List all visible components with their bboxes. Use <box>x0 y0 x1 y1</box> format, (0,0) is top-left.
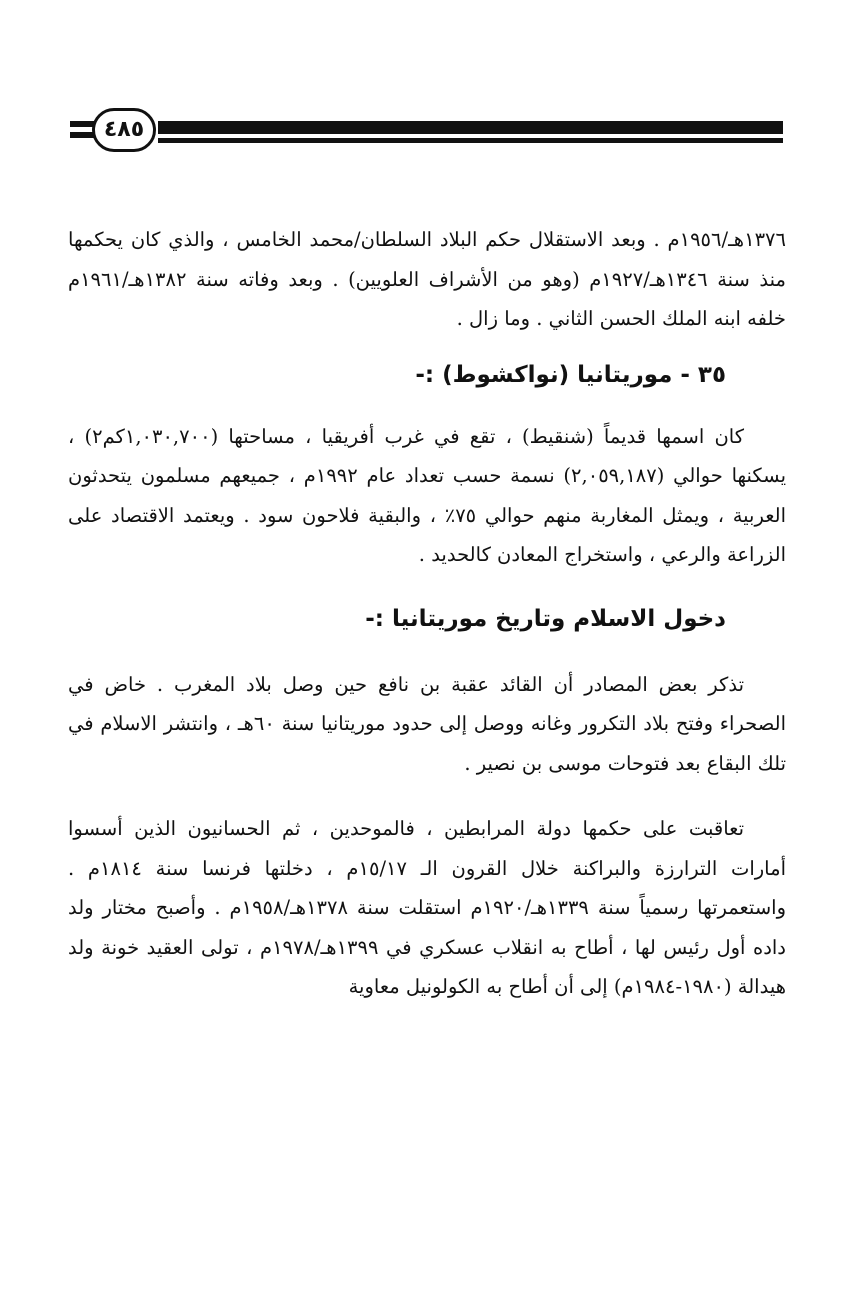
header-rule-thick <box>158 121 783 134</box>
header-rule-thin <box>158 138 783 143</box>
section-heading-islam: دخول الاسلام وتاريخ موريتانيا :- <box>365 605 726 632</box>
page-body <box>68 220 786 1007</box>
intro-paragraph: ١٣٧٦هـ/١٩٥٦م . وبعد الاستقلال حكم البلاد السلطان/محمد الخامس ، والذي كان يحكمها منذ سنة ١٣٤٦هـ/١٩٢٧م (وهو من الأشراف العلويين) . وبعد وفاته سنة ١٣٨٢هـ/١٩٦١م خلفه ابنه الملك الحسن الثاني . وما زال . <box>68 228 786 330</box>
page-header <box>70 108 783 158</box>
section-heading-mauritania: ٣٥ - موريتانيا (نواكشوط) :- <box>415 361 726 388</box>
islam-paragraph-1: تذكر بعض المصادر أن القائد عقبة بن نافع حين وصل بلاد المغرب . خاض في الصحراء وفتح بلاد التكرور وغانه ووصل إلى حدود موريتانيا سنة ٦٠هـ ، وانتشر الاسلام في تلك البقاع بعد فتوحات موسى بن نصير . <box>68 672 787 775</box>
page-number: ٤٨٥ <box>92 108 156 152</box>
mauritania-paragraph: كان اسمها قديماً (شنقيط) ، تقع في غرب أفريقيا ، مساحتها (١,٠٣٠,٧٠٠كم٢) ، يسكنها حوالي (٢,٠٥٩,١٨٧) نسمة حسب تعداد عام ١٩٩٢م ، جميعهم مسلمون يتحدثون العربية ، ويمثل المغاربة منهم حوالي ٧٥٪ ، والبقية فلاحون سود . ويعتمد الاقتصاد على الزراعة والرعي ، واستخراج المعادن كالحديد . <box>68 424 787 566</box>
islam-paragraph-2: تعاقبت على حكمها دولة المرابطين ، فالموحدين ، ثم الحسانيون الذين أسسوا أمارات الترارزة والبراكنة خلال القرون الـ ١٥/١٧م ، دخلتها فرنسا سنة ١٨١٤م . واستعمرتها رسمياً سنة ١٣٣٩هـ/١٩٢٠م استقلت سنة ١٣٧٨هـ/١٩٥٨م . وأصبح مختار ولد داده أول رئيس لها ، أطاح به انقلاب عسكري في ١٣٩٩هـ/١٩٧٨م ، تولى العقيد خونة ولد هيدالة (١٩٨٠-١٩٨٤م) إلى أن أطاح به الكولونيل معاوية <box>68 817 786 998</box>
